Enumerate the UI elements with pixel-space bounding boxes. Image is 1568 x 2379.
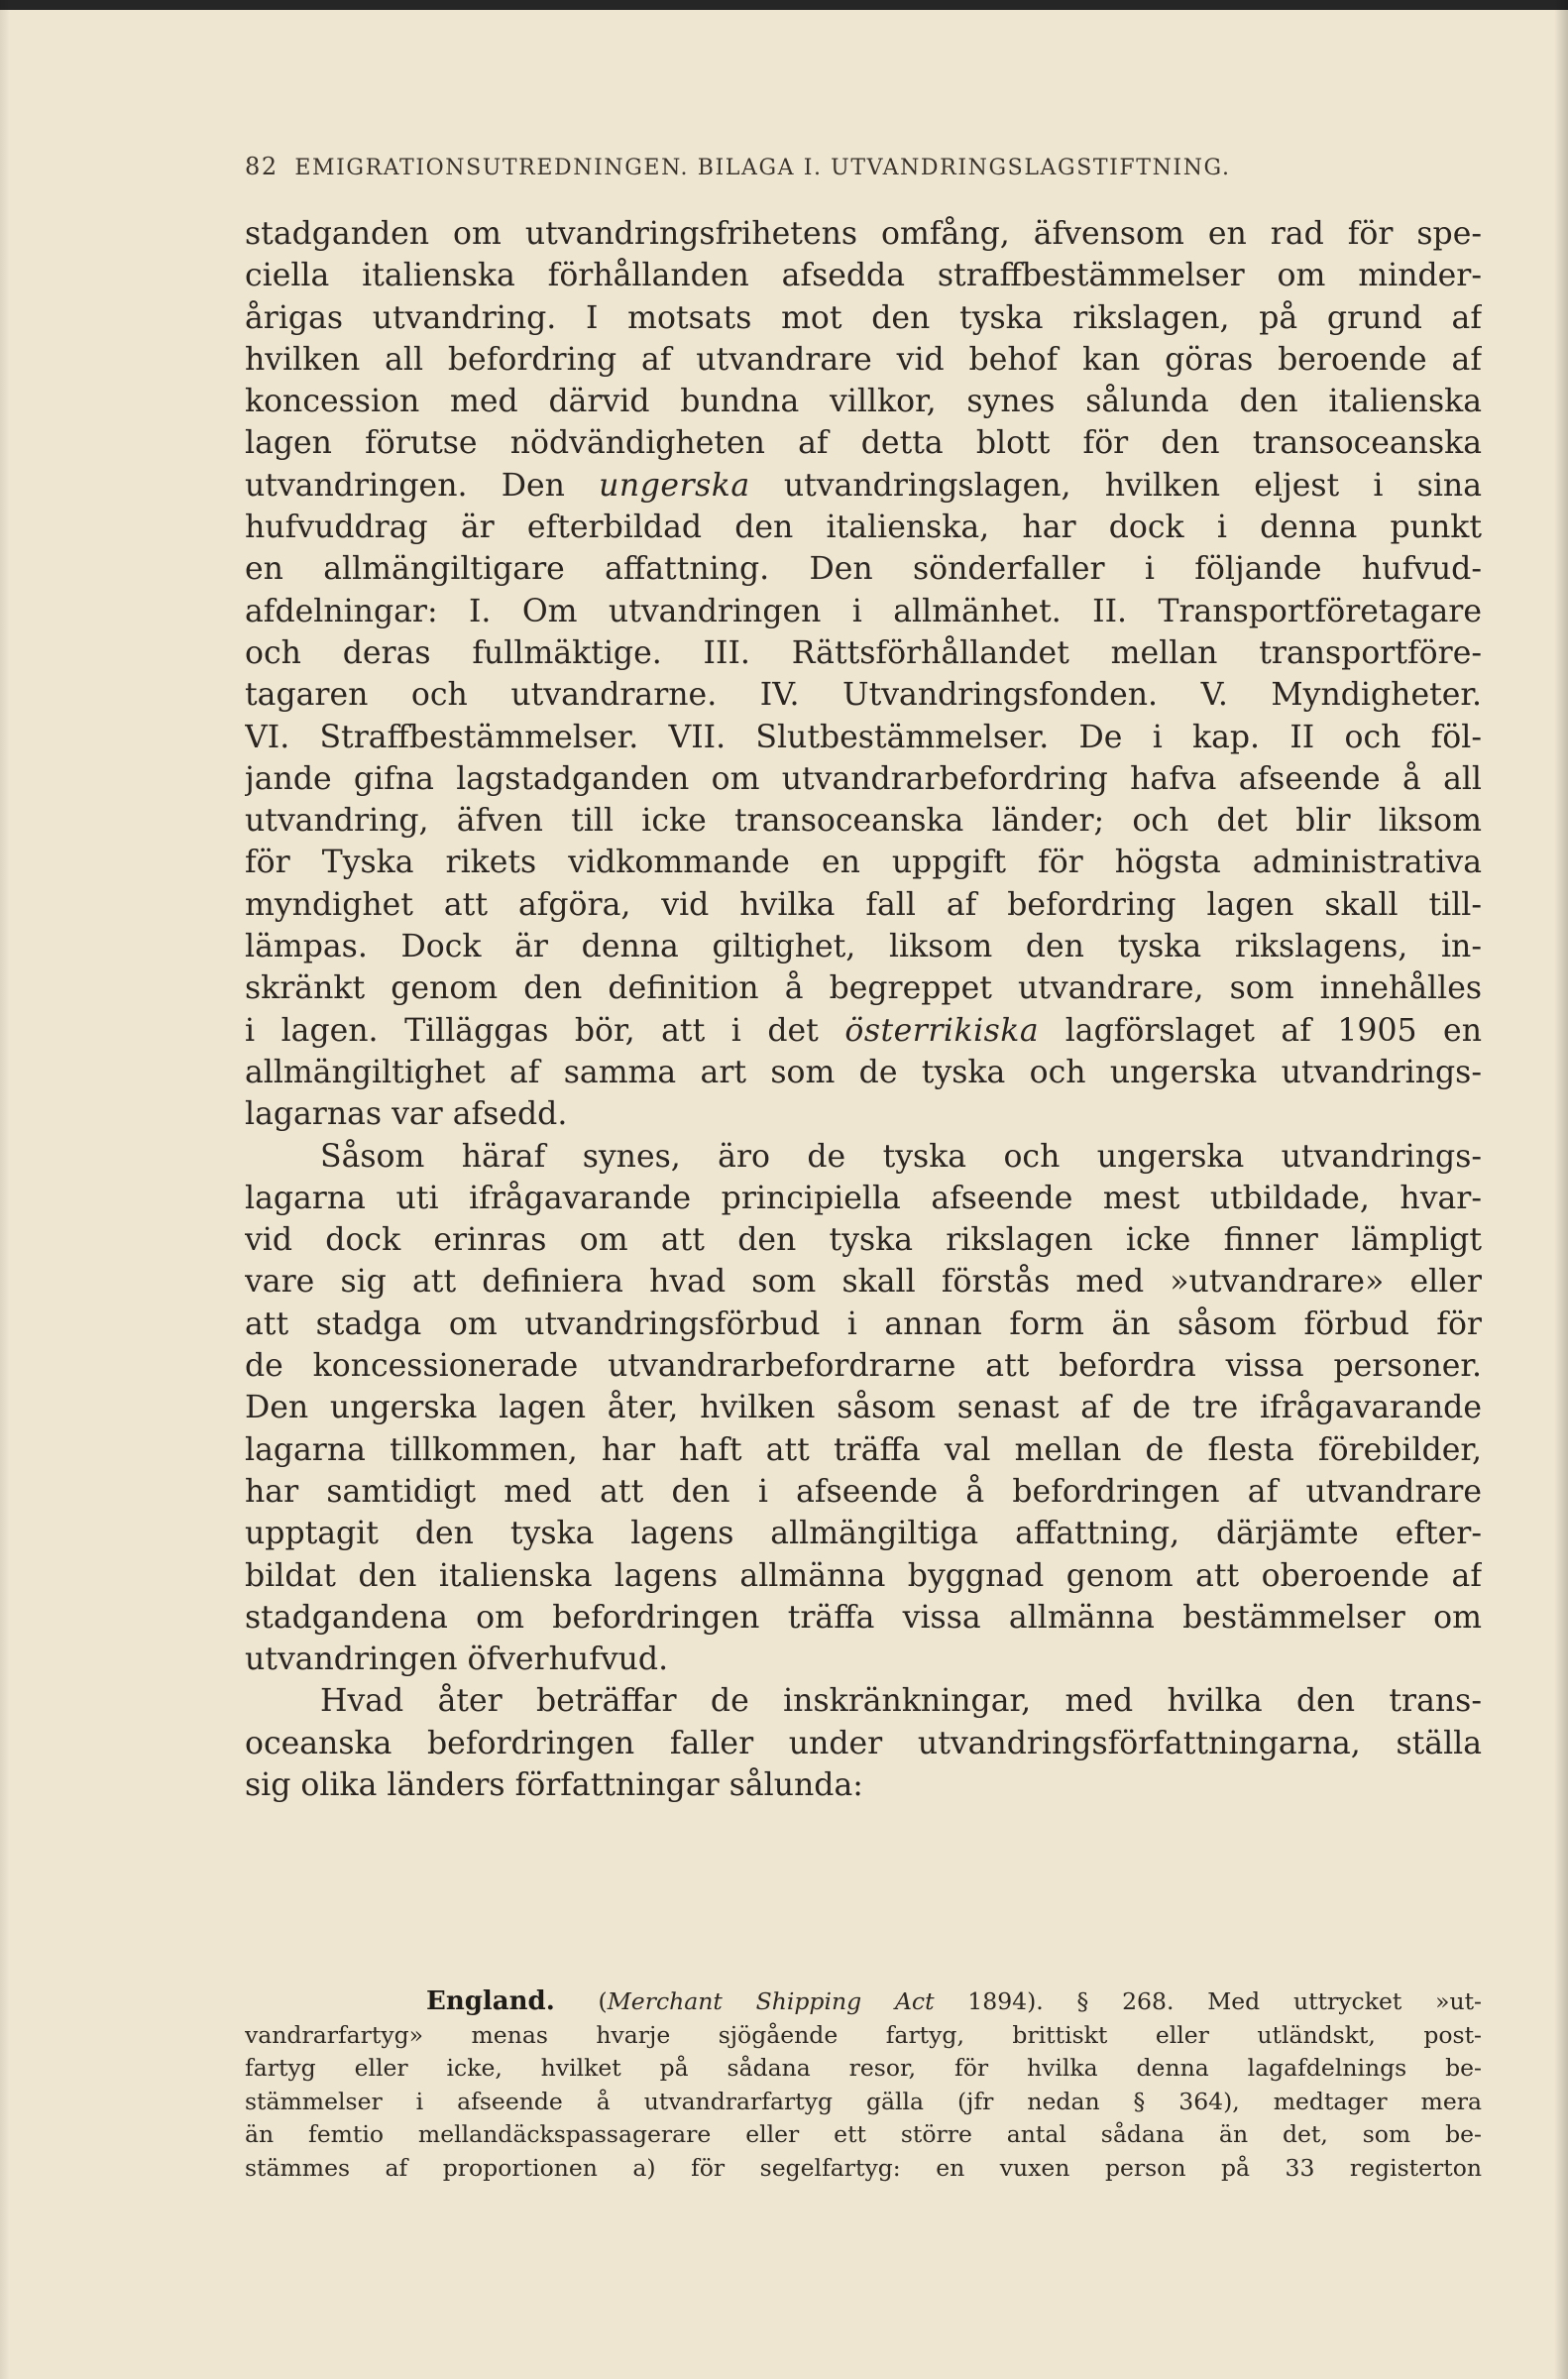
text-line: utvandring, äfven till icke transoceanska länder; och det blir liksom <box>245 803 1482 840</box>
text-line: Hvad åter beträffar de inskränkningar, med hvilka den trans- <box>320 1683 1482 1720</box>
note-line: vandrarfartyg» menas hvarje sjögående fartyg, brittiskt eller utländskt, post- <box>245 2020 1482 2049</box>
text-line: tagaren och utvandrarne. IV. Utvandringsfonden. V. Myndigheter. <box>245 677 1482 714</box>
text-line: koncession med därvid bundna villkor, synes sålunda den italienska <box>245 384 1482 420</box>
text-line: upptagit den tyska lagens allmängiltiga affattning, därjämte efter- <box>245 1516 1482 1552</box>
text-segment: utvandringslagen, hvilken eljest i sina <box>749 467 1482 504</box>
text-segment: lagförslaget af 1905 en <box>1039 1012 1482 1049</box>
running-head <box>245 153 1464 180</box>
text-segment: 1894). § 268. Med uttrycket »ut- <box>934 1987 1482 2015</box>
text-line: ciella italienska förhållanden afsedda straffbestämmelser om minder- <box>245 258 1482 294</box>
text-line: bildat den italienska lagens allmänna byggnad genom att oberoende af <box>245 1557 1482 1594</box>
text-line: hufvuddrag är efterbildad den italienska, har dock i denna punkt <box>245 510 1482 546</box>
page-edge-shadow-left <box>0 0 10 2379</box>
text-line: lagarnas var afsedd. <box>245 1096 568 1133</box>
text-line: vare sig att definiera hvad som skall förstås med »utvandrare» eller <box>245 1264 1482 1301</box>
text-line: och deras fullmäktige. III. Rättsförhållandet mellan transportföre- <box>245 634 1482 671</box>
text-line: lämpas. Dock är denna giltighet, liksom den tyska rikslagens, in- <box>245 929 1482 965</box>
note-line: stämmelser i afseende å utvandrarfartyg gälla (jfr nedan § 364), medtager mera <box>245 2087 1482 2115</box>
text-line: en allmängiltigare affattning. Den sönderfaller i följande hufvud- <box>245 551 1482 588</box>
text-line: oceanska befordringen faller under utvandringsförfattningarna, ställa <box>245 1725 1482 1761</box>
text-line: Den ungerska lagen åter, hvilken såsom senast af de tre ifrågavarande <box>245 1390 1482 1426</box>
page-edge-shadow-right <box>1554 0 1568 2379</box>
text-line: lagarna uti ifrågavarande principiella afseende mest utbildade, hvar- <box>245 1180 1482 1216</box>
text-line: årigas utvandring. I motsats mot den tyska rikslagen, på grund af <box>245 299 1482 336</box>
text-line: vid dock erinras om att den tyska rikslagen icke finner lämpligt <box>245 1222 1482 1259</box>
text-line: jande gifna lagstadganden om utvandrarbefordring hafva afseende å all <box>245 760 1482 797</box>
text-segment: ( <box>564 1987 608 2015</box>
italic-term: ungerska <box>599 467 750 504</box>
top-border-rule <box>0 0 1568 10</box>
text-line: har samtidigt med att den i afseende å befordringen af utvandrare <box>245 1473 1482 1510</box>
running-head-title: EMIGRATIONSUTREDNINGEN. BILAGA I. UTVANDRINGSLAGSTIFTNING. <box>294 156 1231 180</box>
text-line <box>245 465 1482 507</box>
note-paragraph <box>245 1985 1482 2186</box>
text-line: allmängiltighet af samma art som de tyska och ungerska utvandrings- <box>245 1054 1482 1090</box>
text-line: för Tyska rikets vidkommande en uppgift för högsta administrativa <box>245 845 1482 881</box>
page-number: 82 <box>245 153 279 180</box>
text-line: stadgandena om befordringen träffa vissa allmänna bestämmelser om <box>245 1599 1482 1636</box>
text-line <box>245 1010 1482 1052</box>
italic-act-title: Merchant Shipping Act <box>607 1987 935 2015</box>
text-line: att stadga om utvandringsförbud i annan form än såsom förbud för <box>245 1305 1482 1342</box>
text-segment: utvandringen. Den <box>245 467 600 504</box>
text-line: VI. Straffbestämmelser. VII. Slutbestämmelser. De i kap. II och föl- <box>245 719 1482 755</box>
text-line: myndighet att afgöra, vid hvilka fall af befordring lagen skall till- <box>245 886 1482 923</box>
text-line: stadganden om utvandringsfrihetens omfång, äfvensom en rad för spe- <box>245 216 1482 252</box>
text-line: afdelningar: I. Om utvandringen i allmänhet. II. Transportföretagare <box>245 593 1482 629</box>
note-line: än femtio mellandäckspassagerare eller ett större antal sådana än det, som be- <box>245 2120 1482 2149</box>
text-line: hvilken all befordring af utvandrare vid behof kan göras beroende af <box>245 341 1482 378</box>
note-line <box>245 1985 1482 2019</box>
text-line: lagarna tillkommen, har haft att träffa val mellan de flesta förebilder, <box>245 1431 1482 1468</box>
text-line: Såsom häraf synes, äro de tyska och ungerska utvandrings- <box>320 1138 1482 1175</box>
text-line: skränkt genom den definition å begreppet utvandrare, som innehålles <box>245 970 1482 1007</box>
note-line: stämmes af proportionen a) för segelfartyg: en vuxen person på 33 registerton <box>245 2153 1482 2182</box>
text-segment: i lagen. Tilläggas bör, att i det <box>245 1012 845 1049</box>
text-line: utvandringen öfverhufvud. <box>245 1642 669 1678</box>
text-line: de koncessionerade utvandrarbefordrarne att befordra vissa personer. <box>245 1348 1482 1385</box>
note-line: fartyg eller icke, hvilket på sådana resor, för hvilka denna lagafdelnings be- <box>245 2054 1482 2083</box>
text-line: lagen förutse nödvändigheten af detta blott för den transoceanska <box>245 425 1482 462</box>
text-line: sig olika länders författningar sålunda: <box>245 1766 863 1803</box>
note-heading: England. <box>426 1986 555 2016</box>
italic-term: österrikiska <box>844 1012 1040 1049</box>
body-text <box>245 213 1482 1806</box>
